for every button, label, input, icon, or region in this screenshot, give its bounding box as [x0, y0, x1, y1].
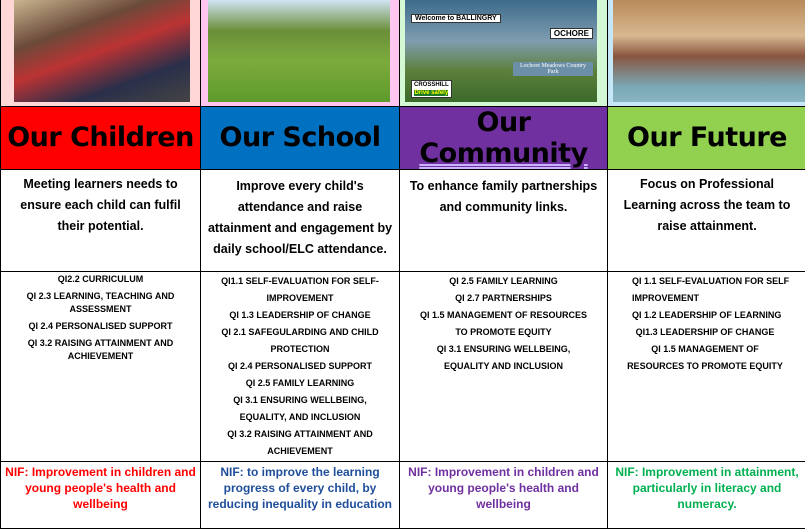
heading-our-school: Our School: [201, 106, 400, 169]
nif-school: NIF: to improve the learning progress of every child, by reducing inequality in education: [201, 461, 400, 528]
photo-cell-future: [608, 0, 805, 106]
qi-item: QI 1.3 LEADERSHIP OF CHANGE: [205, 307, 395, 324]
nif-children: NIF: Improvement in children and young people's health and wellbeing: [1, 461, 201, 528]
community-signs-photo: [405, 0, 597, 102]
sign-lochore-meadows: Lochore Meadows Country Park: [513, 62, 593, 76]
description-community: To enhance family partnerships and community links.: [400, 169, 608, 271]
sign-crosshill-text: CROSSHILL: [414, 82, 449, 88]
photo-cell-school: [201, 0, 400, 106]
description-school: Improve every child's attendance and raise attainment and engagement by daily school/ELC attendance.: [201, 169, 400, 271]
nif-future: NIF: Improvement in attainment, particularly in literacy and numeracy.: [608, 461, 805, 528]
heading-our-community-b: Community: [419, 138, 587, 169]
qi-item: QI 2.4 PERSONALISED SUPPORT: [5, 320, 196, 333]
heading-our-community: [400, 106, 608, 169]
photo-cell-community: [400, 0, 608, 106]
qi-item: QI 3.1 ENSURING WELLBEING, EQUALITY AND INCLUSION: [404, 341, 603, 375]
qi-item: QI 2.3 LEARNING, TEACHING AND ASSESSMENT: [5, 290, 196, 316]
sign-ballingry: Welcome to BALLINGRY: [411, 14, 501, 23]
qi-list-school: [201, 271, 400, 461]
qi-item: QI 2.5 FAMILY LEARNING: [205, 375, 395, 392]
qi-item: QI2.2 CURRICULUM: [5, 273, 196, 286]
heading-our-children: Our Children: [1, 106, 201, 169]
photo-cell-children: [1, 0, 201, 106]
qi-item: QI 3.2 RAISING ATTAINMENT AND ACHIEVEMENT: [205, 426, 395, 460]
classroom-photo: [14, 0, 190, 102]
qi-item: QI 1.2 LEADERSHIP OF LEARNING: [632, 307, 802, 324]
qi-list-community: [400, 271, 608, 461]
qi-item: QI 3.1 ENSURING WELLBEING, EQUALITY, AND INCLUSION: [205, 392, 395, 426]
nif-community: NIF: Improvement in children and young people's health and wellbeing: [400, 461, 608, 528]
qi-item: QI 1.5 MANAGEMENT OF RESOURCES TO PROMOTE EQUITY: [608, 341, 802, 375]
qi-item: QI 1.1 SELF-EVALUATION FOR SELF IMPROVEMENT: [632, 273, 802, 307]
qi-item: QI 2.1 SAFEGULARDING AND CHILD PROTECTION: [205, 324, 395, 358]
children-hardhats-photo: [613, 0, 805, 102]
qi-list-children: [1, 271, 201, 461]
qi-item: QI1.1 SELF-EVALUATION FOR SELF-IMPROVEMENT: [205, 273, 395, 307]
qi-item: QI 2.5 FAMILY LEARNING: [404, 273, 603, 290]
description-children: Meeting learners needs to ensure each child can fulfil their potential.: [1, 169, 201, 271]
qi-item: QI 2.4 PERSONALISED SUPPORT: [205, 358, 395, 375]
qi-item: QI 2.7 PARTNERSHIPS: [404, 290, 603, 307]
qi-item: QI 3.2 RAISING ATTAINMENT AND ACHIEVEMENT: [5, 337, 196, 363]
sign-drive-safely: Drive safely: [414, 90, 448, 96]
qi-list-future: [608, 271, 805, 461]
description-future: Focus on Professional Learning across the team to raise attainment.: [608, 169, 805, 271]
playground-photo: [208, 0, 390, 102]
qi-item: QI 1.5 MANAGEMENT OF RESOURCES TO PROMOTE EQUITY: [404, 307, 603, 341]
heading-our-future: Our Future: [608, 106, 805, 169]
qi-item: QI1.3 LEADERSHIP OF CHANGE: [608, 324, 802, 341]
sign-ochore: OCHORE: [550, 28, 593, 39]
heading-our-community-a: Our: [477, 107, 531, 138]
sign-crosshill: [411, 80, 452, 98]
